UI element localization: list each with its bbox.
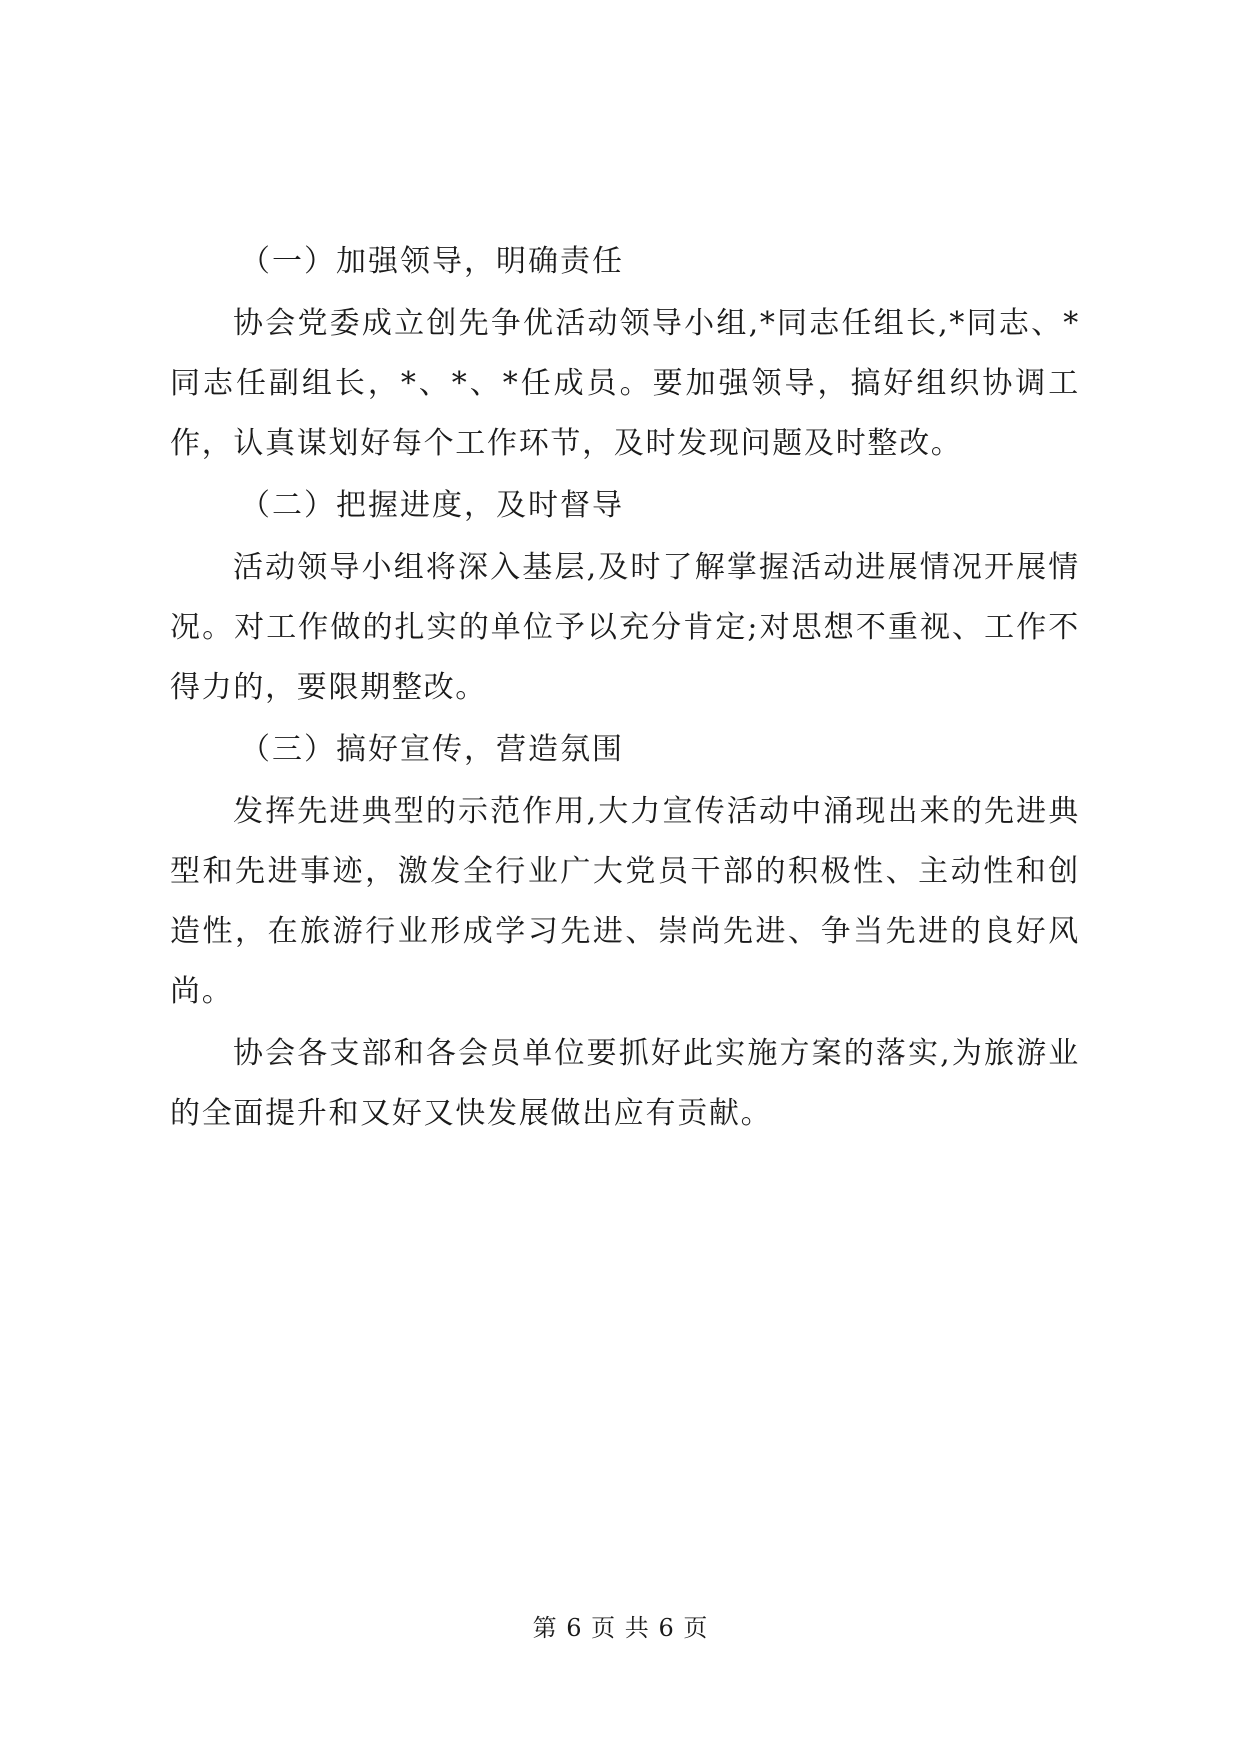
section-heading-3: （三）搞好宣传，营造氛围 (240, 732, 624, 767)
document-body (170, 232, 1080, 1146)
section-3-paragraph-2: 协会各支部和各会员单位要抓好此实施方案的落实,为旅游业的全面提升和又好又快发展做出应有贡献。 (170, 1036, 1080, 1131)
section-3-paragraph-1: 发挥先进典型的示范作用,大力宣传活动中涌现出来的先进典型和先进事迹，激发全行业广大党员干部的积极性、主动性和创造性，在旅游行业形成学习先进、崇尚先进、争当先进的良好风尚。 (170, 794, 1080, 1009)
section-1-paragraph-1: 协会党委成立创先争优活动领导小组,*同志任组长,*同志、*同志任副组长，*、*、*任成员。要加强领导，搞好组织协调工作，认真谋划好每个工作环节，及时发现问题及时整改。 (170, 306, 1080, 461)
section-heading-1: （一）加强领导，明确责任 (240, 244, 624, 279)
section-heading-2: （二）把握进度，及时督导 (240, 488, 624, 523)
section-2-paragraph-1: 活动领导小组将深入基层,及时了解掌握活动进展情况开展情况。对工作做的扎实的单位予以充分肯定;对思想不重视、工作不得力的，要限期整改。 (170, 550, 1080, 705)
page-number-footer: 第 6 页 共 6 页 (532, 1614, 709, 1642)
